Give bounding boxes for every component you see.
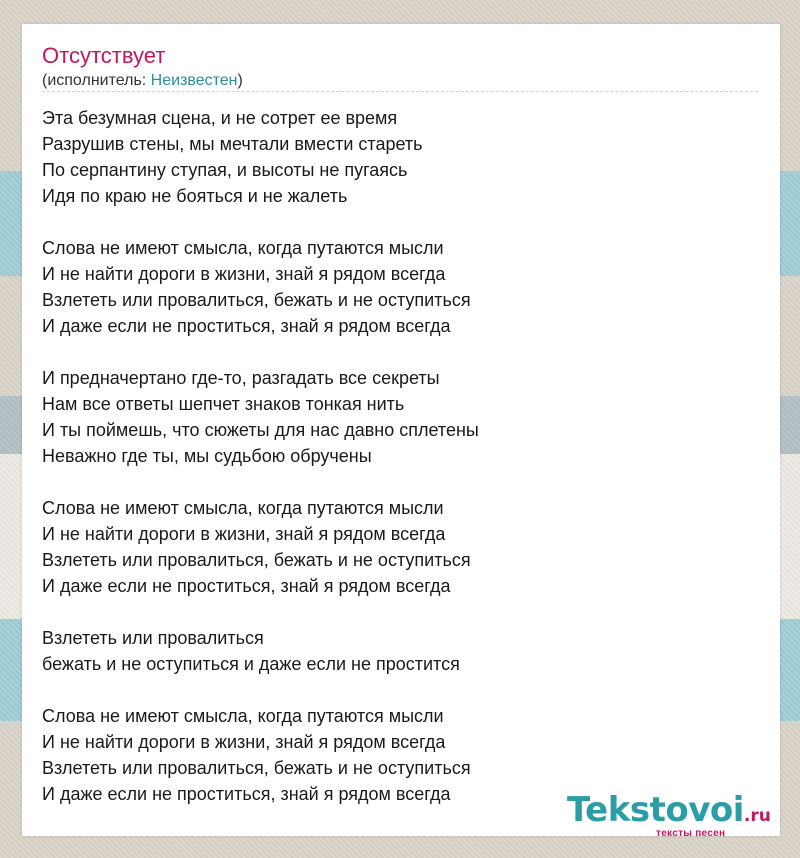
lyric-line: И предначертано где-то, разгадать все секреты xyxy=(42,368,440,388)
lyric-line: По серпантину ступая, и высоты не пугаясь xyxy=(42,160,408,180)
lyric-line: Нам все ответы шепчет знаков тонкая нить xyxy=(42,394,405,414)
lyric-line: бежать и не оступиться и даже если не простится xyxy=(42,654,460,674)
lyric-line: И не найти дороги в жизни, знай я рядом всегда xyxy=(42,524,446,544)
lyric-line: Взлететь или провалиться, бежать и не оступиться xyxy=(42,758,471,778)
stanza xyxy=(42,365,479,469)
lyric-line: И даже если не проститься, знай я рядом всегда xyxy=(42,316,451,336)
artist-line xyxy=(42,72,243,90)
lyric-line: Разрушив стены, мы мечтали вмести стареть xyxy=(42,134,423,154)
lyric-line: Эта безумная сцена, и не сотрет ее время xyxy=(42,108,398,128)
artist-suffix: ) xyxy=(237,72,243,89)
lyric-line: И не найти дороги в жизни, знай я рядом всегда xyxy=(42,732,446,752)
lyrics-card xyxy=(22,24,780,839)
lyric-line: Взлететь или провалиться, бежать и не оступиться xyxy=(42,550,471,570)
lyrics-text xyxy=(42,105,479,833)
lyric-line: И не найти дороги в жизни, знай я рядом всегда xyxy=(42,264,446,284)
lyric-line: Взлететь или провалиться xyxy=(42,628,264,648)
lyric-line: И даже если не проститься, знай я рядом всегда xyxy=(42,784,451,804)
lyric-line: И даже если не проститься, знай я рядом всегда xyxy=(42,576,451,596)
artist-prefix: (исполнитель: xyxy=(42,72,151,89)
logo-name: Tekstovoi xyxy=(567,790,744,830)
lyric-line: Идя по краю не бояться и не жалеть xyxy=(42,186,348,206)
lyric-line: Взлететь или провалиться, бежать и не оступиться xyxy=(42,290,471,310)
site-logo[interactable] xyxy=(567,790,787,838)
song-title: Отсутствует xyxy=(42,43,166,68)
stanza xyxy=(42,235,479,339)
logo-tagline: тексты песен xyxy=(656,828,726,839)
lyric-line: Слова не имеют смысла, когда путаются мысли xyxy=(42,238,444,258)
logo-wordmark xyxy=(567,790,771,830)
lyric-line: Неважно где ты, мы судьбою обручены xyxy=(42,446,372,466)
logo-tld: .ru xyxy=(743,806,771,826)
stanza xyxy=(42,495,479,599)
divider xyxy=(42,91,758,92)
stanza xyxy=(42,105,479,209)
artist-link[interactable]: Неизвестен xyxy=(150,72,238,89)
lyric-line: Слова не имеют смысла, когда путаются мысли xyxy=(42,498,444,518)
lyric-line: И ты поймешь, что сюжеты для нас давно сплетены xyxy=(42,420,479,440)
stanza xyxy=(42,703,479,807)
stanza xyxy=(42,625,479,677)
lyric-line: Слова не имеют смысла, когда путаются мысли xyxy=(42,706,444,726)
